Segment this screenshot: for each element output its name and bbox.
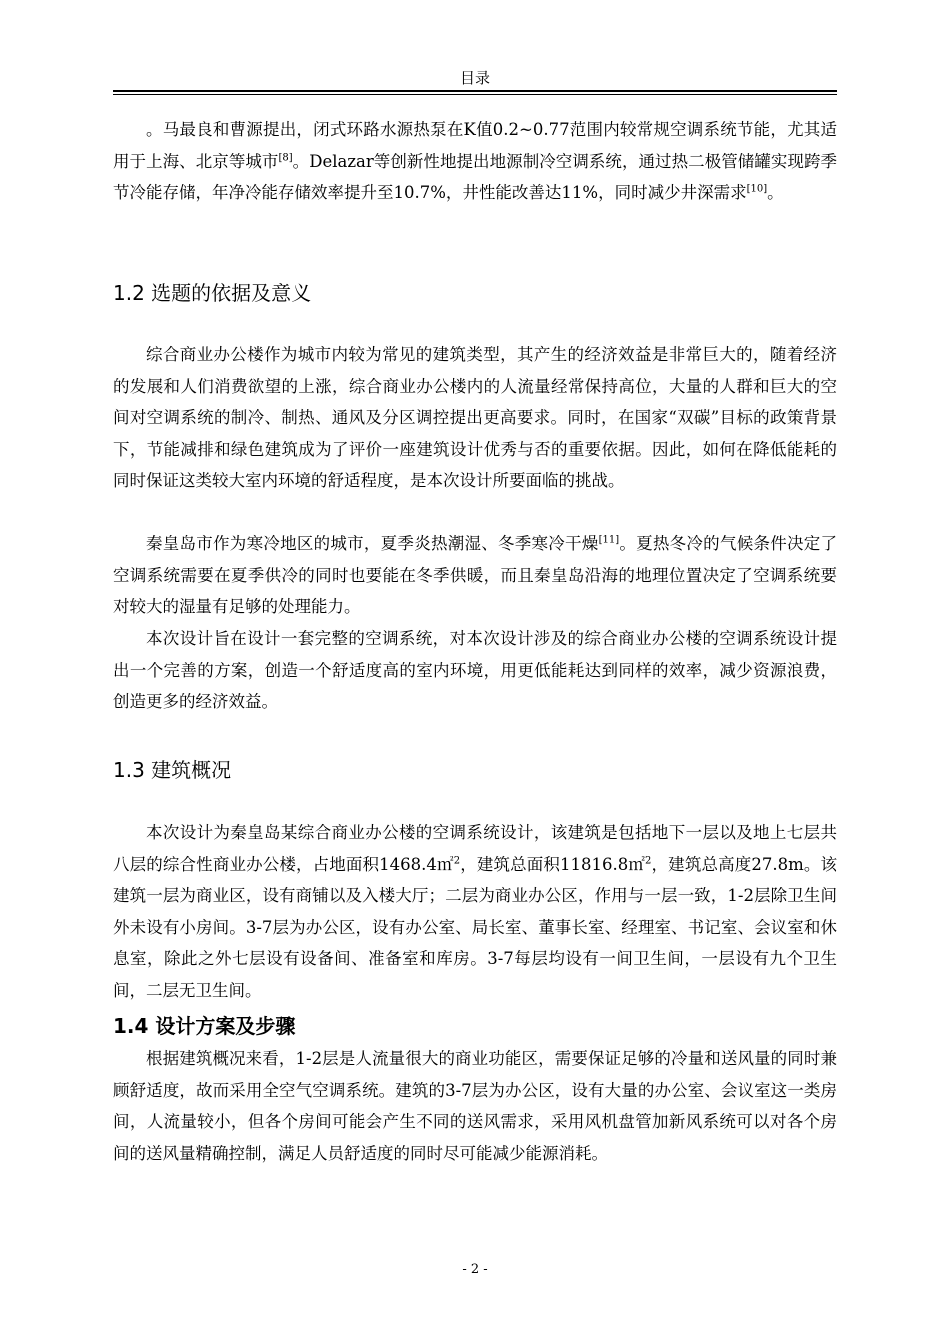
sec12-p2-text-b: 。夏热冬冷的气候条件决定了空调系统需要在夏季供冷的同时也要能在冬季供暖，而且秦皇岛沿海的地理位置决定了空调系统要对较大的湿量有足够的处理能力。: [113, 534, 838, 616]
page-number: - 2 -: [462, 1262, 488, 1277]
citation-10: [10]: [746, 183, 768, 195]
sec13-p1-text-a: 本次设计为秦皇岛某综合商业办公楼的空调系统设计，该建筑是包括地下一层以及地上七层共八层的综合性商业办公楼，占地面积1468.4㎡: [113, 823, 837, 874]
section-heading-1-2: 1.2 选题的依据及意义: [113, 281, 312, 305]
header-rule-thin: [113, 94, 837, 95]
sec12-paragraph-2: [113, 528, 837, 623]
section-heading-1-4: 1.4 设计方案及步骤: [113, 1014, 296, 1038]
intro-text-2: 。Delazar等创新性地提出地源制冷空调系统，通过热二极管储罐实现跨季节冷能存储，年净冷能存储效率提升至10.7%，井性能改善达11%，同时减少井深需求: [113, 151, 837, 202]
sec12-p2-text-a: 秦皇岛市作为寒冷地区的城市，夏季炎热潮湿、冬季寒冷干燥: [146, 534, 599, 553]
superscript-2b: 2: [645, 855, 652, 866]
intro-text-3: 。: [767, 183, 784, 202]
citation-8: [8]: [278, 152, 293, 163]
section-heading-1-3: 1.3 建筑概况: [113, 758, 232, 782]
sec12-paragraph-3: 本次设计旨在设计一套完整的空调系统，对本次设计涉及的综合商业办公楼的空调系统设计提出一个完善的方案，创造一个舒适度高的室内环境，用更低能耗达到同样的效率，减少资源浪费，创造更多的经济效益。: [113, 629, 837, 711]
sec12-paragraph-1: 综合商业办公楼作为城市内较为常见的建筑类型，其产生的经济效益是非常巨大的，随着经济的发展和人们消费欲望的上涨，综合商业办公楼内的人流量经常保持高位，大量的人群和巨大的空间对空调系统的制冷、制热、通风及分区调控提出更高要求。同时，在国家“双碳”目标的政策背景下，节能减排和绿色建筑成为了评价一座建筑设计优秀与否的重要依据。因此，如何在降低能耗的同时保证这类较大室内环境的舒适程度，是本次设计所要面临的挑战。: [113, 345, 837, 490]
superscript-2a: 2: [453, 855, 461, 866]
sec14-paragraph-1: 根据建筑概况来看，1-2层是人流量很大的商业功能区，需要保证足够的冷量和送风量的同时兼顾舒适度，故而采用全空气空调系统。建筑的3-7层为办公区，设有大量的办公室、会议室这一类房间，人流量较小，但各个房间可能会产生不同的送风需求，采用风机盘管加新风系统可以对各个房间的送风量精确控制，满足人员舒适度的同时尽可能减少能源消耗。: [113, 1049, 837, 1163]
intro-paragraph: [113, 114, 837, 209]
sec13-paragraph-1: [113, 817, 837, 1006]
header-rule-thick: [113, 90, 837, 92]
running-header: 目录: [459, 69, 490, 87]
intro-text-1: 。马最良和曹源提出，闭式环路水源热泵在K值0.2~0.77范围内较常规空调系统节能，尤其适用于上海、北京等城市: [113, 120, 837, 171]
sec13-p1-text-b: ，建筑总面积11816.8㎡: [460, 854, 646, 874]
sec13-p1-text-c: ，建筑总高度27.8m。该建筑一层为商业区，设有商铺以及入楼大厅；二层为商业办公区，作用与一层一致，1-2层除卫生间外未设有小房间。3-7层为办公区，设有办公室、局长室、董事长室、经理室、书记室、会议室和休息室，除此之外七层设有设备间、准备室和库房。3-7每层均设有一间卫生间，一层设有九个卫生间，二层无卫生间。: [113, 854, 838, 1000]
citation-11: [11]: [598, 534, 620, 546]
